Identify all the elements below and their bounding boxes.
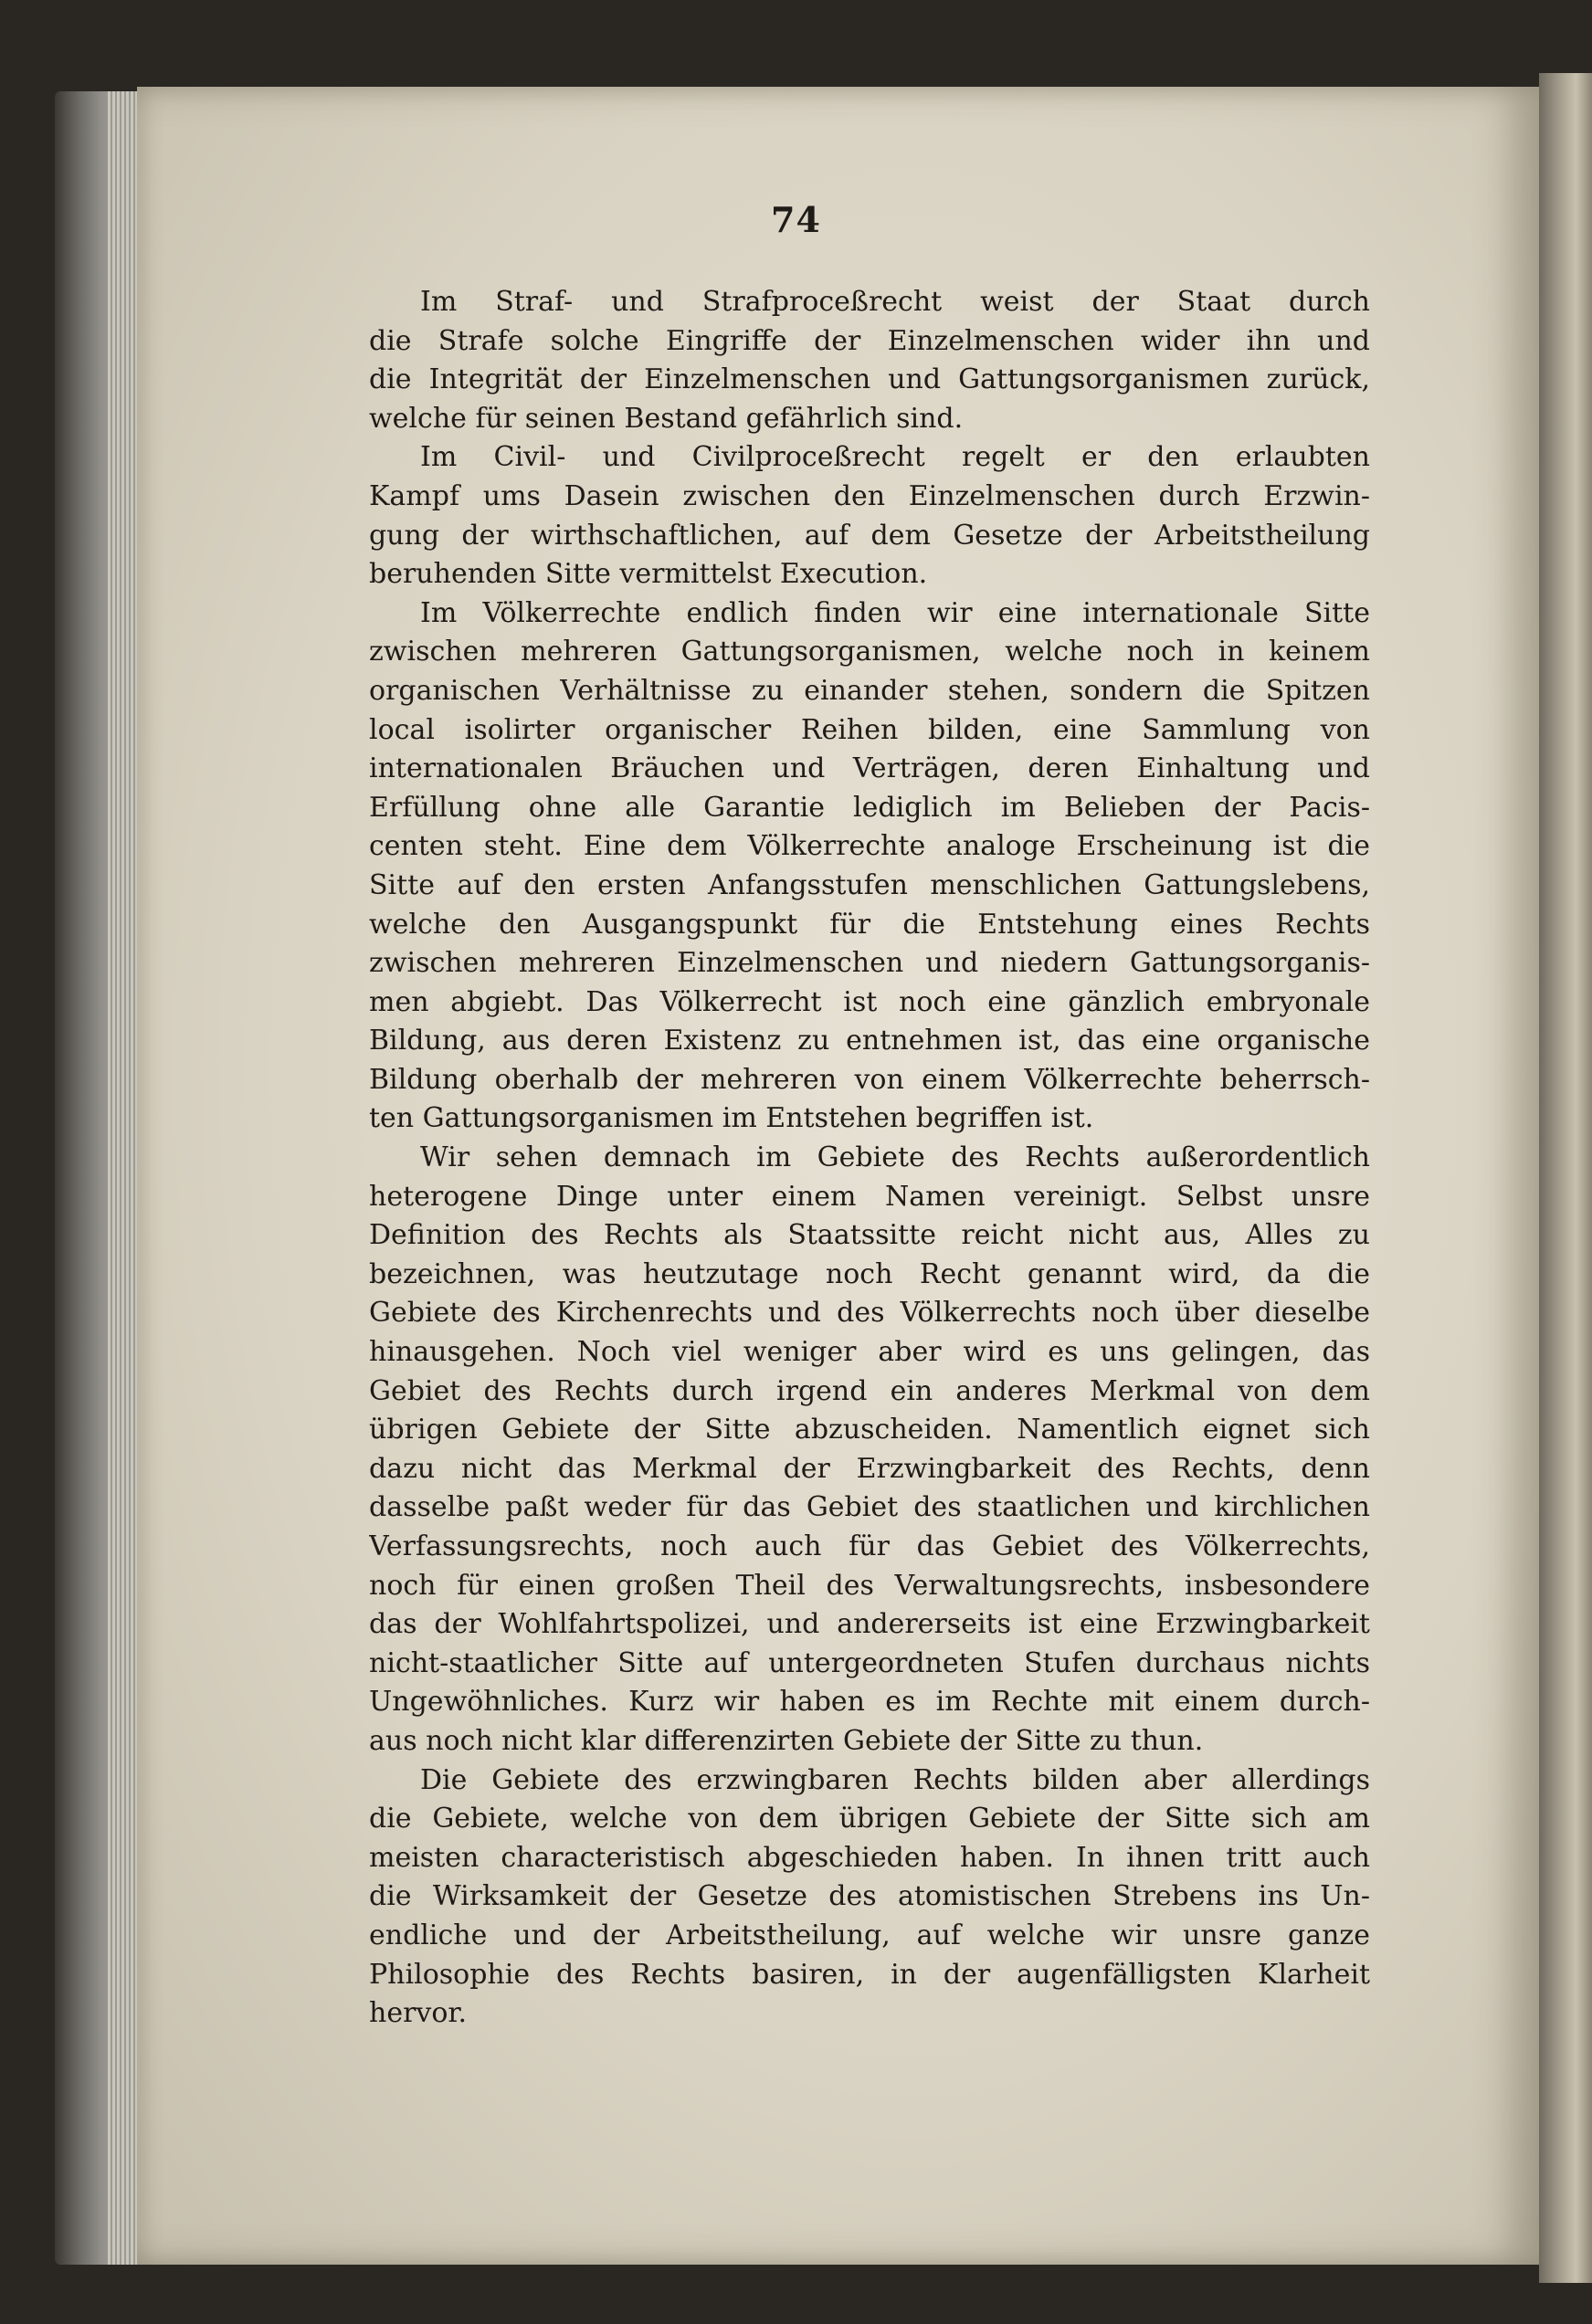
facing-page-edge <box>1539 73 1592 2283</box>
text-line: meisten characteristisch abgeschieden haben. In ihnen tritt auch <box>369 1841 1370 1874</box>
text-line: bezeichnen, was heutzutage noch Recht genannt wird, da die <box>369 1257 1370 1290</box>
text-line: endliche und der Arbeitstheilung, auf welche wir unsre ganze <box>369 1919 1370 1951</box>
text-line: Erfüllung ohne alle Garantie lediglich im Belieben der Pacis- <box>369 791 1370 824</box>
text-line: ten Gattungsorganismen im Entstehen begriffen ist. <box>369 1102 1094 1135</box>
text-line: zwischen mehreren Einzelmenschen und niedern Gattungsorganis- <box>369 947 1370 980</box>
page-number: 74 <box>771 199 821 240</box>
text-line: noch für einen großen Theil des Verwaltungsrechts, insbesondere <box>369 1569 1370 1602</box>
text-line: centen steht. Eine dem Völkerrechte analoge Erscheinung ist die <box>369 830 1370 863</box>
text-line: welche den Ausgangspunkt für die Entstehung eines Rechts <box>369 908 1370 941</box>
text-line: Gebiet des Rechts durch irgend ein anderes Merkmal von dem <box>369 1374 1370 1407</box>
text-line: dazu nicht das Merkmal der Erzwingbarkeit des Rechts, denn <box>369 1452 1370 1485</box>
text-line: heterogene Dinge unter einem Namen vereinigt. Selbst unsre <box>369 1180 1370 1213</box>
text-line: aus noch nicht klar differenzirten Gebiete der Sitte zu thun. <box>369 1724 1204 1757</box>
text-line: Kampf ums Dasein zwischen den Einzelmenschen durch Erzwin- <box>369 479 1370 512</box>
text-line: hinausgehen. Noch viel weniger aber wird es uns gelingen, das <box>369 1336 1370 1369</box>
text-line: Philosophie des Rechts basiren, in der augenfälligsten Klarheit <box>369 1958 1370 1991</box>
text-line: welche für seinen Bestand gefährlich sind. <box>369 402 964 435</box>
text-line: hervor. <box>369 1997 468 2030</box>
text-line: beruhenden Sitte vermittelst Execution. <box>369 558 928 591</box>
text-line: Im Straf- und Strafproceßrecht weist der Staat durch <box>420 286 1370 318</box>
text-line: Sitte auf den ersten Anfangsstufen menschlichen Gattungslebens, <box>369 868 1370 901</box>
text-line: Bildung, aus deren Existenz zu entnehmen ist, das eine organische <box>369 1025 1370 1057</box>
text-line: das der Wohlfahrtspolizei, und andererseits ist eine Erzwingbarkeit <box>369 1608 1370 1641</box>
body-text <box>369 283 1370 2034</box>
text-line: Im Civil- und Civilproceßrecht regelt er den erlaubten <box>420 441 1370 474</box>
text-line: Bildung oberhalb der mehreren von einem Völkerrechte beherrsch- <box>369 1063 1370 1096</box>
text-line: übrigen Gebiete der Sitte abzuscheiden. Namentlich eignet sich <box>369 1414 1370 1446</box>
text-line: men abgiebt. Das Völkerrecht ist noch eine gänzlich embryonale <box>369 985 1370 1018</box>
text-line: Verfassungsrechts, noch auch für das Gebiet des Völkerrechts, <box>369 1530 1370 1562</box>
text-line: local isolirter organischer Reihen bilden, eine Sammlung von <box>369 713 1370 746</box>
text-line: die Integrität der Einzelmenschen und Gattungsorganismen zurück, <box>369 363 1370 396</box>
text-line: nicht-staatlicher Sitte auf untergeordneten Stufen durchaus nichts <box>369 1646 1370 1679</box>
text-line: die Strafe solche Eingriffe der Einzelmenschen wider ihn und <box>369 324 1370 357</box>
text-line: Die Gebiete des erzwingbaren Rechts bilden aber allerdings <box>420 1763 1370 1796</box>
text-line: die Wirksamkeit der Gesetze des atomistischen Strebens ins Un- <box>369 1880 1370 1913</box>
text-line: Definition des Rechts als Staatssitte reicht nicht aus, Alles zu <box>369 1219 1370 1252</box>
text-line: Wir sehen demnach im Gebiete des Rechts außerordentlich <box>420 1141 1370 1174</box>
text-line: internationalen Bräuchen und Verträgen, deren Einhaltung und <box>369 752 1370 785</box>
text-line: gung der wirthschaftlichen, auf dem Gesetze der Arbeitstheilung <box>369 519 1370 552</box>
text-line: zwischen mehreren Gattungsorganismen, welche noch in keinem <box>369 636 1370 668</box>
text-line: Ungewöhnliches. Kurz wir haben es im Rechte mit einem durch- <box>369 1686 1370 1719</box>
text-line: Gebiete des Kirchenrechts und des Völkerrechts noch über dieselbe <box>369 1297 1370 1330</box>
text-line: organischen Verhältnisse zu einander stehen, sondern die Spitzen <box>369 674 1370 707</box>
text-line: Im Völkerrechte endlich finden wir eine internationale Sitte <box>420 596 1370 629</box>
text-line: die Gebiete, welche von dem übrigen Gebiete der Sitte sich am <box>369 1803 1370 1835</box>
text-line: dasselbe paßt weder für das Gebiet des staatlichen und kirchlichen <box>369 1491 1370 1524</box>
